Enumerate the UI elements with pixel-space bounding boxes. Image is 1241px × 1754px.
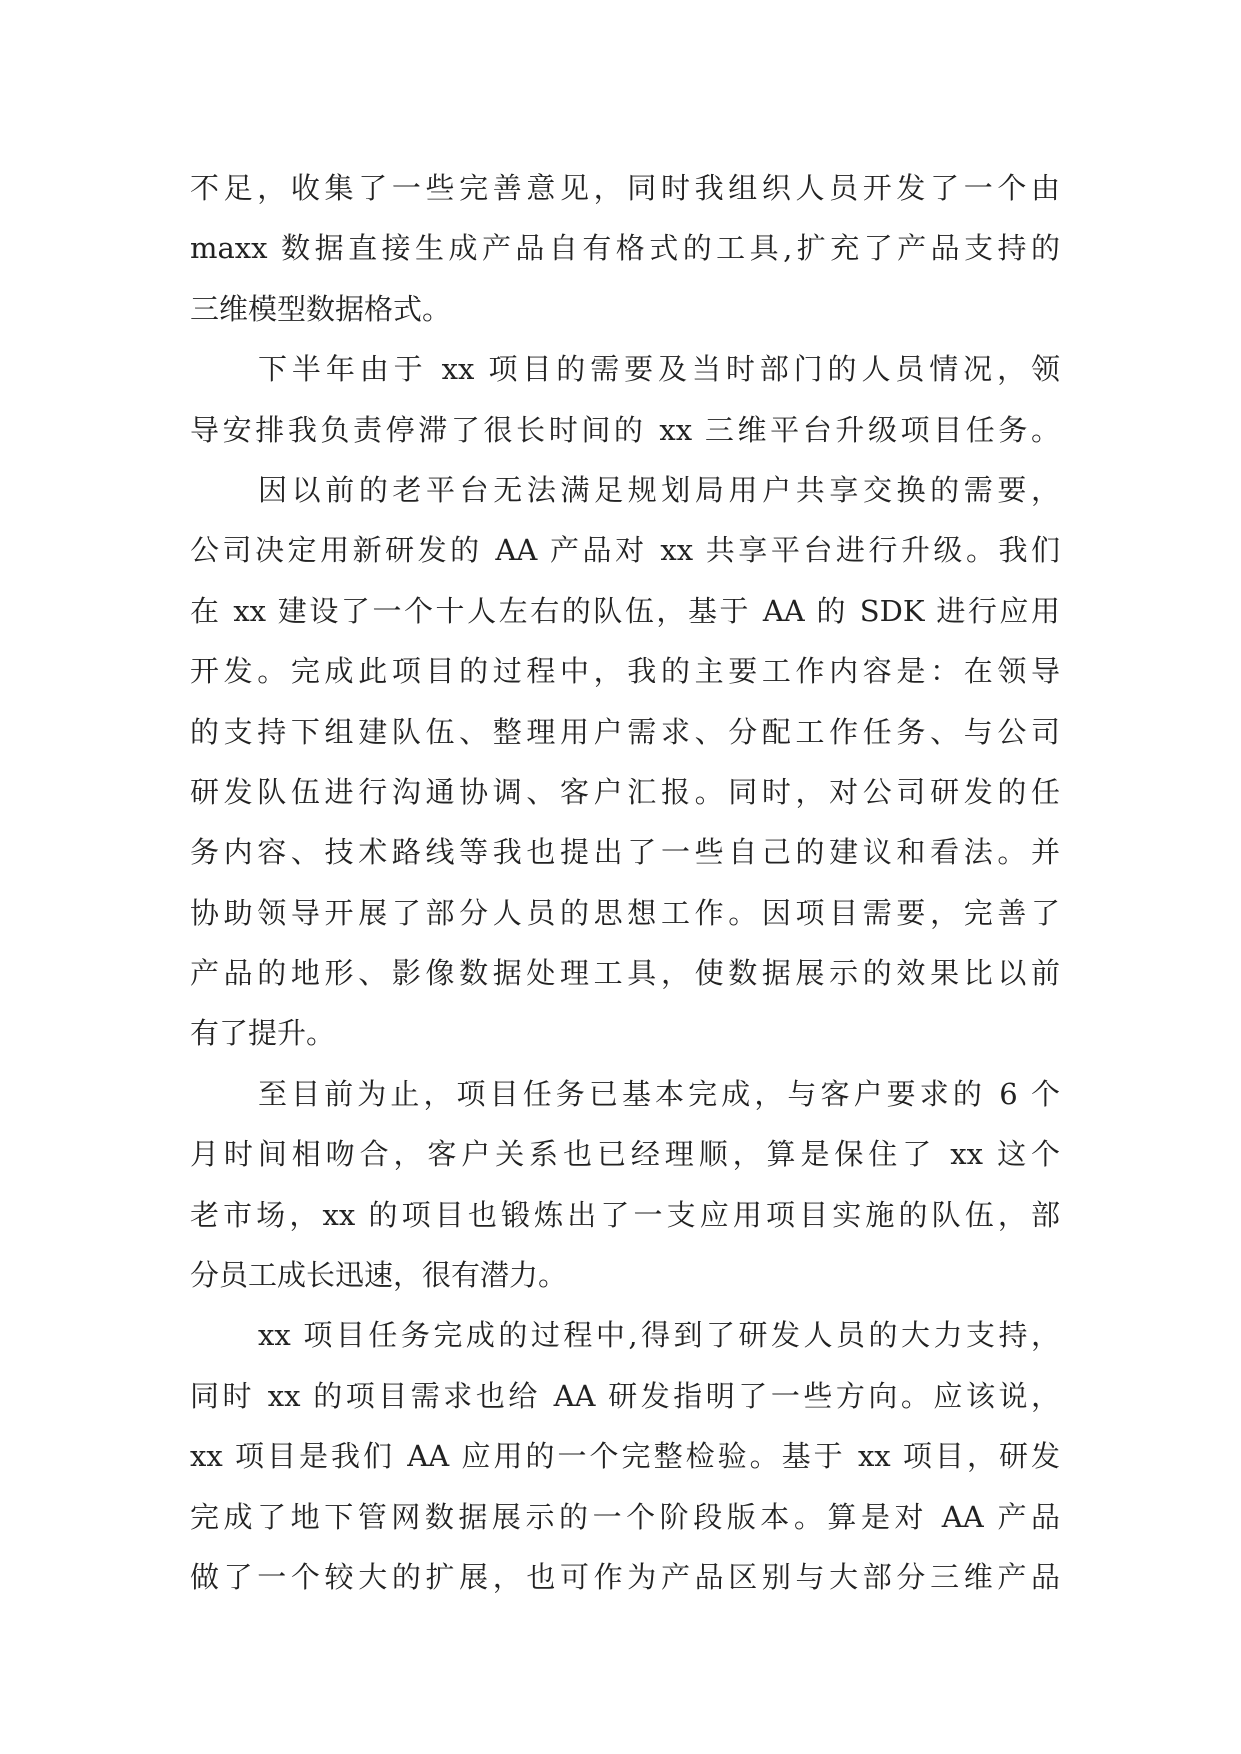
- paragraph-start-line: 至目前为止，项目任务已基本完成，与客户要求的 6 个: [258, 1076, 1060, 1111]
- paragraph-start-line: 因以前的老平台无法满足规划局用户共享交换的需要，: [258, 472, 1060, 507]
- body-text: [190, 158, 1060, 1607]
- paragraph-start-line: 下半年由于 xx 项目的需要及当时部门的人员情况，领: [258, 352, 1060, 387]
- text-line: 开发。完成此项目的过程中，我的主要工作内容是：在领导: [190, 654, 1060, 689]
- text-line: 分员工成长迅速，很有潜力。: [190, 1258, 568, 1293]
- text-line: 不足，收集了一些完善意见，同时我组织人员开发了一个由: [190, 171, 1060, 205]
- paragraph-start-line: xx 项目任务完成的过程中,得到了研发人员的大力支持，: [258, 1318, 1060, 1353]
- text-line: 有了提升。: [190, 1016, 336, 1051]
- text-line: 研发队伍进行沟通协调、客户汇报。同时，对公司研发的任: [190, 774, 1060, 809]
- text-line: 产品的地形、影像数据处理工具，使数据展示的效果比以前: [190, 956, 1060, 991]
- text-line: 三维模型数据格式。: [190, 291, 452, 326]
- text-line: 老市场，xx 的项目也锻炼出了一支应用项目实施的队伍，部: [190, 1197, 1060, 1232]
- text-line: 协助领导开展了部分人员的思想工作。因项目需要，完善了: [190, 895, 1060, 930]
- text-line: 在 xx 建设了一个十人左右的队伍，基于 AA 的 SDK 进行应用: [190, 593, 1060, 628]
- text-line: xx 项目是我们 AA 应用的一个完整检验。基于 xx 项目，研发: [190, 1439, 1060, 1474]
- text-line: 月时间相吻合，客户关系也已经理顺，算是保住了 xx 这个: [190, 1137, 1060, 1172]
- text-line: maxx 数据直接生成产品自有格式的工具,扩充了产品支持的: [190, 231, 1060, 266]
- text-line: 做了一个较大的扩展，也可作为产品区别与大部分三维产品: [190, 1559, 1060, 1594]
- text-line: 导安排我负责停滞了很长时间的 xx 三维平台升级项目任务。: [190, 412, 1060, 447]
- text-line: 同时 xx 的项目需求也给 AA 研发指明了一些方向。应该说，: [190, 1378, 1060, 1413]
- text-line: 完成了地下管网数据展示的一个阶段版本。算是对 AA 产品: [190, 1499, 1060, 1534]
- text-line: 公司决定用新研发的 AA 产品对 xx 共享平台进行升级。我们: [190, 533, 1060, 568]
- text-line: 务内容、技术路线等我也提出了一些自己的建议和看法。并: [190, 835, 1060, 870]
- text-line: 的支持下组建队伍、整理用户需求、分配工作任务、与公司: [190, 714, 1060, 749]
